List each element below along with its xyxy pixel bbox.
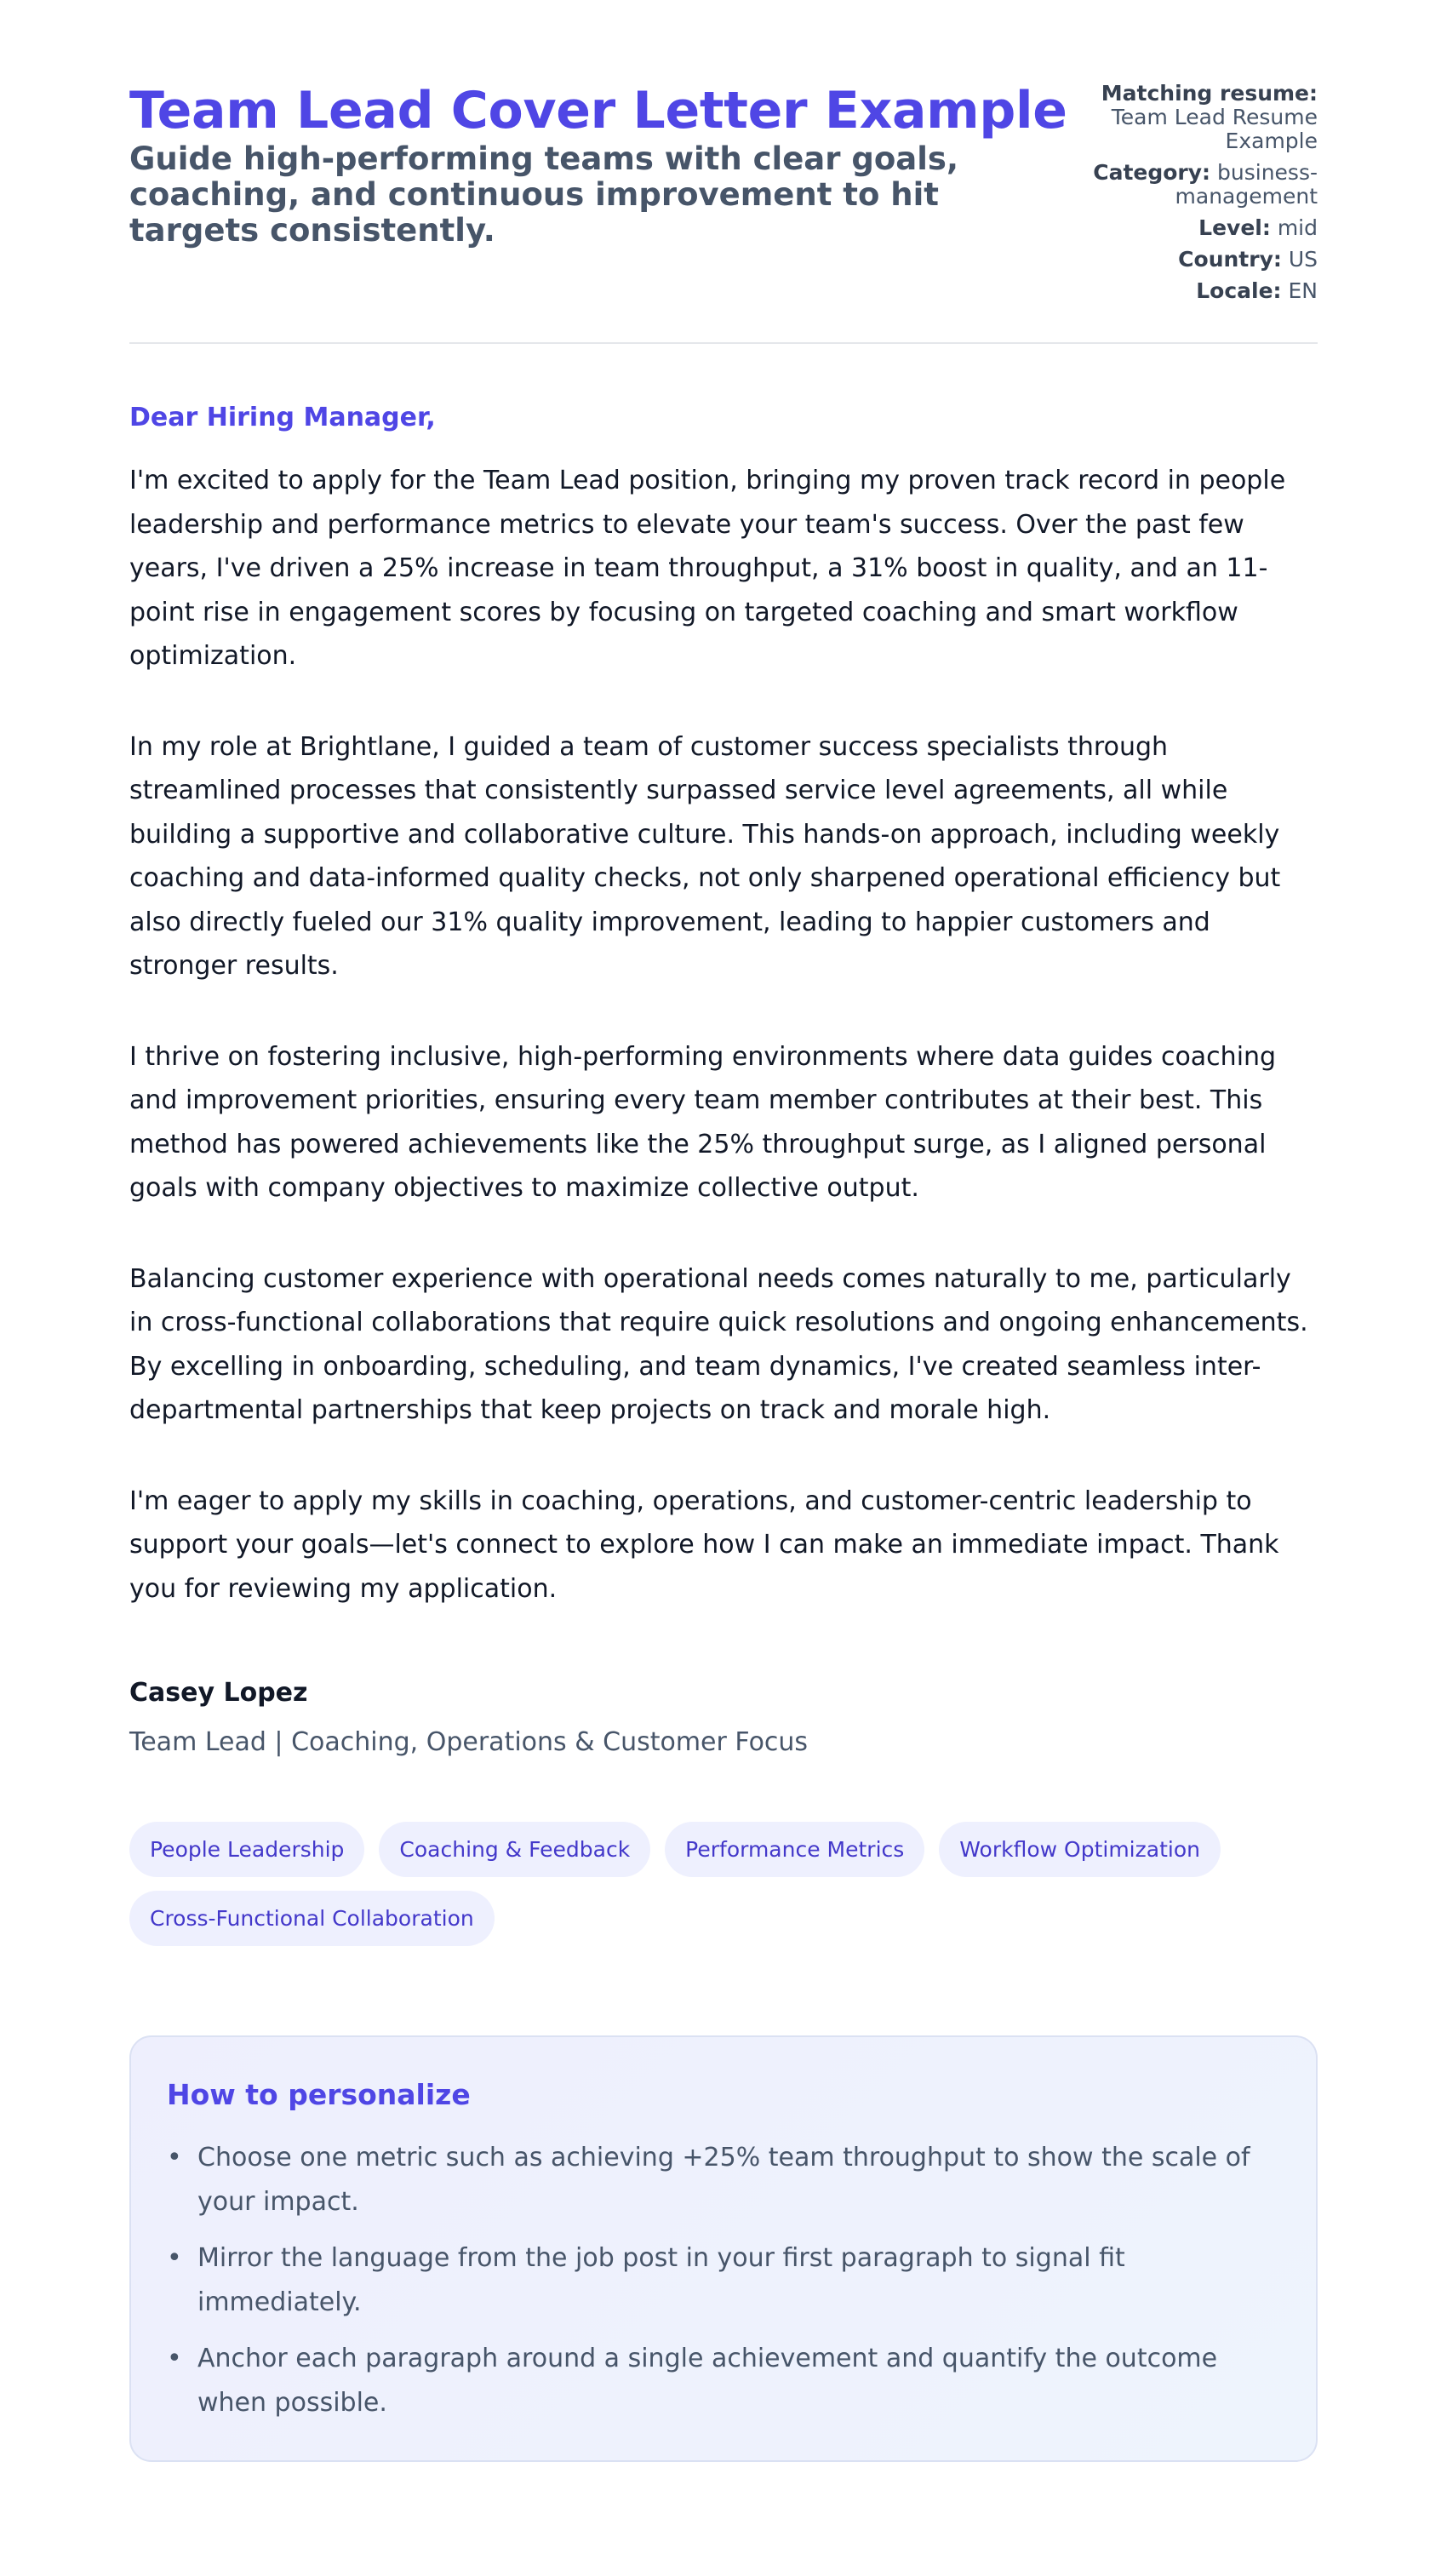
meta-category xyxy=(1062,161,1318,209)
meta-value: mid xyxy=(1277,215,1318,240)
skill-tags xyxy=(129,1822,1318,1946)
letter-paragraph: In my role at Brightlane, I guided a team of customer success specialists through streamlined processes that consistently surpassed service level agreements, all while building a supportive and collaborative culture. This hands-on approach, including weekly coaching and data-informed quality checks, not only sharpened operational efficiency but also directly fueled our 31% quality improvement, leading to happier customers and stronger results. xyxy=(129,731,1281,981)
tips-item-text: Mirror the language from the job post in your first paragraph to signal fit immediately. xyxy=(197,2243,1125,2317)
letter-paragraph: I thrive on fostering inclusive, high-performing environments where data guides coaching and improvement priorities, ensuring every team member contributes at their best. This method has powered achievements like the 25% throughput surge, as I aligned personal goals with company objectives to maximize collective output. xyxy=(129,1041,1277,1203)
skill-tag: People Leadership xyxy=(129,1822,364,1877)
meta-value: US xyxy=(1288,247,1318,272)
tips-title: How to personalize xyxy=(167,2078,471,2111)
tips-item xyxy=(167,2236,1280,2325)
meta-locale xyxy=(1062,279,1318,303)
meta-value: EN xyxy=(1288,278,1318,303)
skill-tag: Coaching & Feedback xyxy=(379,1822,650,1877)
letter-greeting: Dear Hiring Manager, xyxy=(129,403,436,432)
meta-label: Category: xyxy=(1093,160,1211,185)
meta-matching-resume xyxy=(1062,82,1318,153)
meta-label: Level: xyxy=(1198,215,1271,240)
bullet-icon: • xyxy=(167,2344,182,2373)
meta-label: Matching resume: xyxy=(1101,81,1318,106)
signature-block xyxy=(129,1677,1318,1759)
skill-tag: Cross-Functional Collaboration xyxy=(129,1891,495,1946)
meta-panel xyxy=(1062,82,1318,311)
page-title: Team Lead Cover Letter Example xyxy=(129,81,1067,140)
tips-item-text: Choose one metric such as achieving +25% team throughput to show the scale of your impact. xyxy=(197,2143,1250,2217)
page-subtitle: Guide high-performing teams with clear goals, coaching, and continuous improvement to hit targets consistently. xyxy=(129,140,959,249)
bullet-icon: • xyxy=(167,2143,182,2172)
meta-label: Country: xyxy=(1178,247,1282,272)
page-header xyxy=(129,0,1318,344)
tips-item xyxy=(167,2337,1280,2425)
skill-tag: Workflow Optimization xyxy=(939,1822,1221,1877)
skill-tag: Performance Metrics xyxy=(665,1822,924,1877)
letter-paragraph: I'm eager to apply my skills in coaching, operations, and customer-centric leadership to support your goals—let's connect to explore how I can make an immediate impact. Thank you for reviewing my application. xyxy=(129,1485,1279,1604)
signature-name: Casey Lopez xyxy=(129,1678,308,1708)
meta-value: Team Lead Resume Example xyxy=(1111,105,1318,153)
tips-item-text: Anchor each paragraph around a single achievement and quantify the outcome when possible. xyxy=(197,2344,1218,2418)
meta-level xyxy=(1062,216,1318,240)
letter-paragraph: Balancing customer experience with operational needs comes naturally to me, particularly in cross-functional collaborations that require quick resolutions and ongoing enhancements. By excelling in onboarding, scheduling, and team dynamics, I've created seamless inter-departmental partnerships that keep projects on track and morale high. xyxy=(129,1263,1308,1425)
tips-list xyxy=(167,2136,1280,2425)
meta-value: business-management xyxy=(1175,160,1318,209)
bullet-icon: • xyxy=(167,2243,182,2273)
meta-label: Locale: xyxy=(1196,278,1282,303)
letter-paragraph: I'm excited to apply for the Team Lead position, bringing my proven track record in people leadership and performance metrics to elevate your team's success. Over the past few years, I've driven a 25% increase in team throughput, a 31% boost in quality, and an 11-point rise in engagement scores by focusing on targeted coaching and smart workflow optimization. xyxy=(129,466,1286,671)
meta-country xyxy=(1062,248,1318,272)
personalize-tips-card xyxy=(129,2035,1318,2462)
tips-item xyxy=(167,2136,1280,2224)
letter-body xyxy=(129,459,1318,1611)
signature-role: Team Lead | Coaching, Operations & Customer Focus xyxy=(129,1727,809,1757)
